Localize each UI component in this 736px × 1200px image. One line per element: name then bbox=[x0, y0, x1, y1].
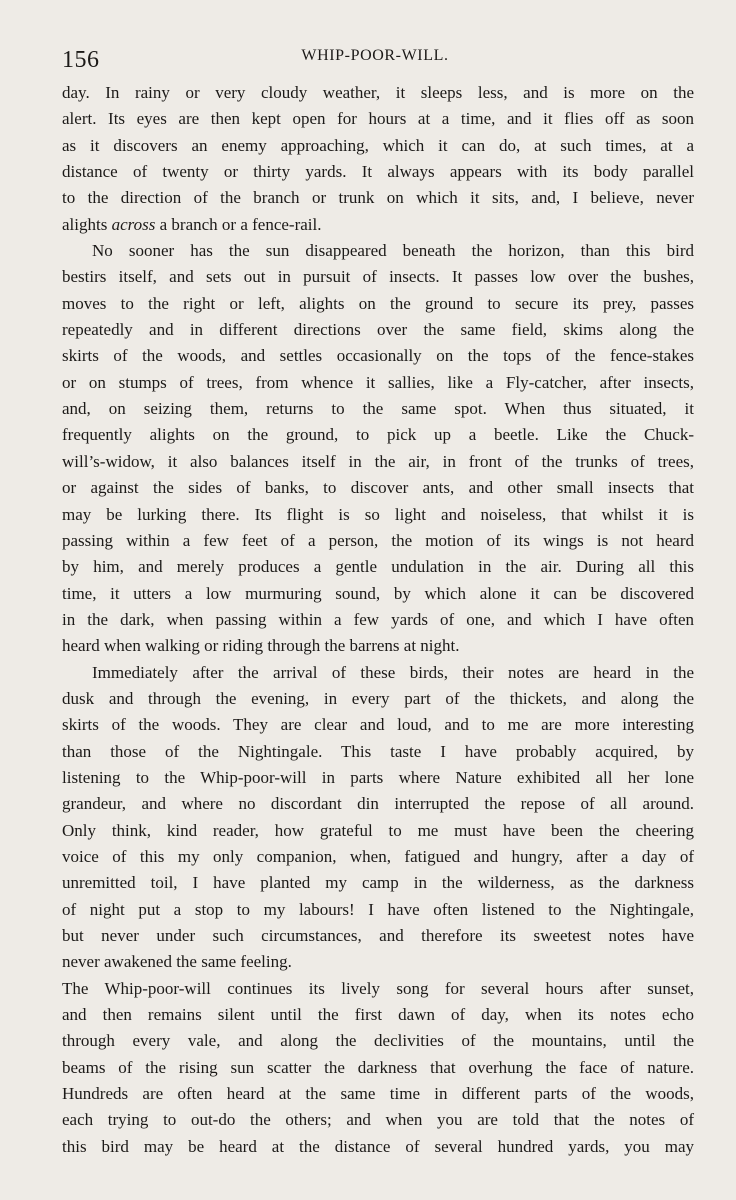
text-line: or against the sides of banks, to discover ants, and other small insects that bbox=[62, 478, 694, 498]
text-line: Immediately after the arrival of these birds, their notes are heard in the bbox=[92, 662, 694, 682]
text-line: bestirs itself, and sets out in pursuit of insects. It passes low over the bushes, bbox=[62, 267, 694, 287]
text-line: distance of twenty or thirty yards. It always appears with its body parallel bbox=[62, 162, 694, 182]
running-head: WHIP-POOR-WILL. bbox=[301, 47, 449, 64]
page-number: 156 bbox=[62, 47, 100, 73]
text-line: skirts of the woods. They are clear and loud, and to me are more interesting bbox=[62, 715, 694, 735]
text-line: may be lurking there. Its flight is so light and noiseless, that whilst it is bbox=[62, 504, 694, 524]
text-line: by him, and merely produces a gentle undulation in the air. During all this bbox=[62, 557, 694, 577]
text-line: repeatedly and in different directions over the same field, skims along the bbox=[62, 320, 694, 340]
text-line: beams of the rising sun scatter the darkness that overhung the face of nature. bbox=[62, 1057, 694, 1077]
text-line: unremitted toil, I have planted my camp in the wilderness, as the darkness bbox=[62, 873, 694, 893]
text-line: will’s-widow, it also balances itself in the air, in front of the trunks of trees, bbox=[62, 451, 694, 471]
text-line: of night put a stop to my labours! I have often listened to the Nightingale, bbox=[62, 899, 694, 919]
text-line: skirts of the woods, and settles occasionally on the tops of the fence-stakes bbox=[62, 346, 694, 366]
text-line: Hundreds are often heard at the same time in different parts of the woods, bbox=[62, 1084, 694, 1104]
text-line: or on stumps of trees, from whence it sallies, like a Fly-catcher, after insects, bbox=[62, 372, 694, 392]
text-line: as it discovers an enemy approaching, which it can do, at such times, at a bbox=[62, 135, 694, 155]
text-line: than those of the Nightingale. This taste I have probably acquired, by bbox=[62, 741, 694, 761]
body-text bbox=[62, 80, 694, 1160]
italic-word: across bbox=[111, 214, 156, 234]
text-line: never awakened the same feeling. bbox=[62, 952, 292, 972]
text-line: heard when walking or riding through the barrens at night. bbox=[62, 636, 460, 656]
text-line: through every vale, and along the declivities of the mountains, until the bbox=[62, 1031, 694, 1051]
text-line: grandeur, and where no discordant din interrupted the repose of all around. bbox=[62, 794, 694, 814]
text-line: Only think, kind reader, how grateful to me must have been the cheering bbox=[62, 820, 694, 840]
text-line: in the dark, when passing within a few yards of one, and which I have often bbox=[62, 609, 694, 629]
text-line: to the direction of the branch or trunk on which it sits, and, I believe, never bbox=[62, 188, 694, 208]
text-line: and then remains silent until the first dawn of day, when its notes echo bbox=[62, 1005, 694, 1025]
text-line: dusk and through the evening, in every part of the thickets, and along the bbox=[62, 688, 694, 708]
text-line: each trying to out-do the others; and when you are told that the notes of bbox=[62, 1110, 694, 1130]
text-line bbox=[62, 212, 694, 238]
text-line: day. In rainy or very cloudy weather, it sleeps less, and is more on the bbox=[62, 83, 694, 102]
text-line: voice of this my only companion, when, fatigued and hungry, after a day of bbox=[62, 846, 694, 866]
text-line: but never under such circumstances, and therefore its sweetest notes have bbox=[62, 926, 694, 945]
text-line: this bird may be heard at the distance of several hundred yards, you may bbox=[62, 1136, 694, 1156]
text-line: The Whip-poor-will continues its lively song for several hours after sunset, bbox=[62, 978, 694, 998]
text-line: alert. Its eyes are then kept open for hours at a time, and it flies off as soon bbox=[62, 109, 694, 129]
text-line: No sooner has the sun disappeared beneath the horizon, than this bird bbox=[92, 241, 694, 261]
text-segment: alights bbox=[62, 214, 112, 234]
text-line: time, it utters a low murmuring sound, by which alone it can be discovered bbox=[62, 583, 694, 603]
text-line: listening to the Whip-poor-will in parts where Nature exhibited all her lone bbox=[62, 767, 694, 787]
text-line: frequently alights on the ground, to pick up a beetle. Like the Chuck- bbox=[62, 425, 694, 445]
text-segment: a branch or a fence-rail. bbox=[155, 214, 322, 234]
text-line: moves to the right or left, alights on the ground to secure its prey, passes bbox=[62, 293, 694, 313]
text-line: and, on seizing them, returns to the same spot. When thus situated, it bbox=[62, 399, 694, 419]
text-line: passing within a few feet of a person, the motion of its wings is not heard bbox=[62, 530, 694, 550]
